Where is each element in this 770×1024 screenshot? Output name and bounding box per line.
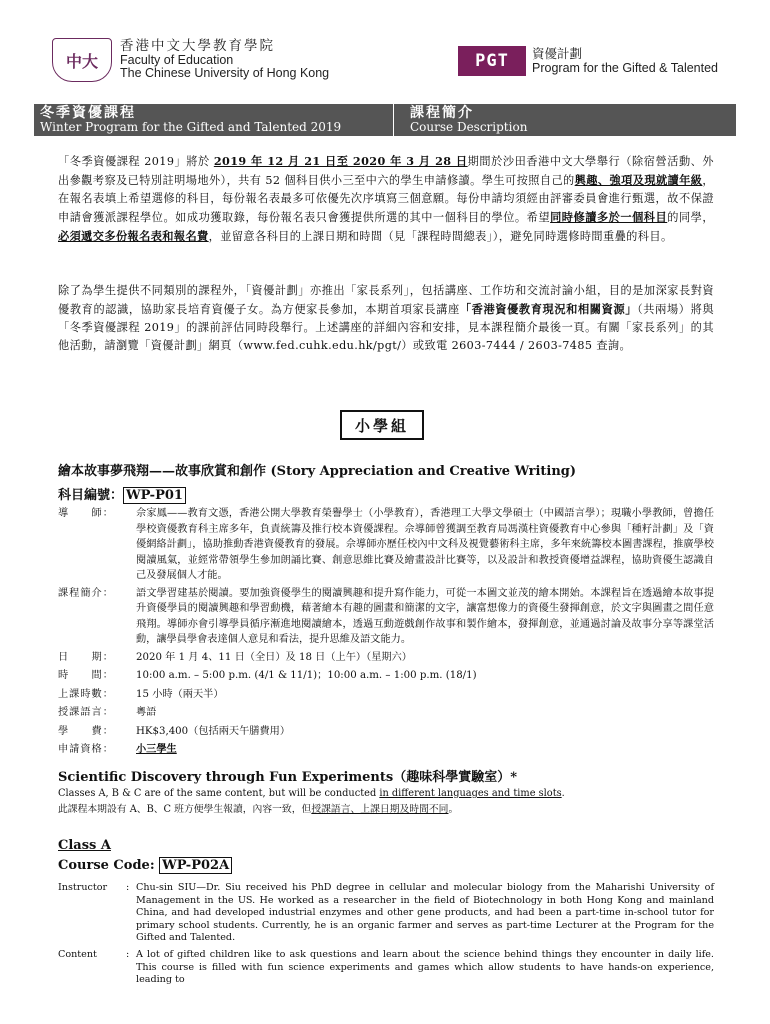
detail-row-eligibility: 申請資格： 小三學生 — [58, 743, 177, 755]
detail-row-dates: 日 期： 2020 年 1 月 4、11 日（全日）及 18 日（上午）（星期六） — [58, 651, 412, 663]
detail-row-time: 時 間： 10:00 a.m. – 5:00 p.m. (4/1 & 11/1)；10:00 a.m. – 1:00 p.m. (18/1) — [58, 670, 477, 681]
course-2-title: Scientific Discovery through Fun Experiments（趣味科學實驗室）* — [58, 770, 518, 785]
course-2-class-note: Classes A, B & C are of the same content, but will be conducted in different languages and time slots. 此課程本期設有 A、B、C 班方便學生報讀，內容一致，但授課語言、上課日期及時間不同。 — [58, 788, 565, 815]
course-1-title: 繪本故事夢飛翔——故事欣賞和創作 (Story Appreciation and Creative Writing) — [58, 464, 577, 479]
class-a-code: Course Code: WP-P02A — [58, 858, 232, 873]
detail-row-fee: 學 費： HK$3,400（包括兩天午膳費用） — [58, 725, 291, 737]
pgt-logo-icon: PGT — [458, 46, 526, 76]
detail-row-description: 課程簡介： 語文學習建基於閱讀。要加強資優學生的閱讀興趣和提升寫作能力，可從一本圖文並茂的繪本開始。本課程旨在透過繪本故事提升資優學員的閱讀興趣和學習動機，藉著繪本有趣的圖畫和簡潔的文字，讓富想像力的資優生發揮創意，於文字與圖畫之間任意飛翔。導師亦會引導學員循序漸進地閱讀繪本，透過互動遊戲創作故事和製作繪本，發揮創意，並通過討論及故事分享等課堂活動，讓學員學會表達個人意見和看法，提升思維及語文能力。 — [58, 587, 714, 645]
course-1-code: 科目編號： WP-P01 — [58, 484, 186, 503]
program-logo — [458, 46, 718, 76]
detail-row-instructor-en: Instructor : Chu-sin SIU—Dr. Siu received his PhD degree in cellular and molecular biology from the Maharishi University of Management in the US. He worked as a researcher in the field of Biotechnology in both Hong Kong and mainland China, and had developed industrial enzymes and other gene products, and had been a part-time in-school tutor for primary school students. Currently, he is an organic farmer and serves as part-time Lecturer at the Program for the Gifted and Talented. — [58, 882, 714, 944]
banner-subtitle-zh: 課程簡介 — [410, 105, 474, 121]
intro-paragraph-1: 「冬季資優課程 2019」將於 2019 年 12 月 21 日至 2020 年 3 月 28 日期間於沙田香港中文大學舉行（除宿營活動、外出參觀考察及已特別註明場地外），共有 52 個科目供小三至中六的學生申請修讀。學生可按照自己的興趣、強項及現就讀年級，在報名表填上希望選修的科目，每份報名表最多可依優先次序填寫三個意願。每份申請均須經由評審委員會進行甄選，故不保證申請會獲派課程學位。如成功獲取錄，每份報名表只會獲提供所選的其中一個科目的學位。希望同時修讀多於一個科目的同學，必須遞交多份報名表和報名費，並留意各科目的上課日期和時間（見「課程時間總表」），避免同時選修時間重疊的科目。 — [58, 154, 715, 243]
class-a-details — [58, 882, 714, 987]
program-name-en: Program for the Gifted & Talented — [532, 61, 718, 75]
banner-title-zh: 冬季資優課程 — [40, 105, 136, 121]
detail-row-language: 授課語言： 粵語 — [58, 707, 157, 718]
university-name-en: The Chinese University of Hong Kong — [120, 66, 330, 81]
detail-row-instructor: 導 師： 佘家鳳——教育文憑，香港公開大學教育榮譽學士（小學教育），香港理工大學文學碩士（中國語言學）；現職小學教師，曾擔任學校資優教育科主席多年，負責統籌及推行校本資優課程。佘導師曾獲調至教育局馮漢柱資優教育中心參與「種籽計劃」及「資優網絡計劃」，協助推動香港資優教育的發展。佘導師亦歷任校內中文科及視覺藝術科主席，多年來統籌校本圖書課程，推廣學校閱讀風氣，並經常帶領學生參加朗誦比賽、創意思維比賽及繪畫設計比賽等，以及設計和教授資優增益課程，協助資優生認識自己及發展個人才能。 — [58, 508, 714, 581]
detail-row-hours: 上課時數： 15 小時（兩天半） — [58, 688, 224, 700]
detail-row-content-en: Content : A lot of gifted children like to ask questions and learn about the science behind things they encounter in daily life. This course is filled with fun science experiments and games which allow students to have hands-on experience, leading to — [58, 948, 714, 986]
class-a-heading: Class A — [58, 838, 111, 853]
cuhk-crest-icon: 中大 — [52, 38, 112, 82]
course-1-details — [58, 506, 714, 758]
program-name-zh: 資優計劃 — [532, 46, 583, 61]
program-dates: 2019 年 12 月 21 日至 2020 年 3 月 28 日 — [213, 154, 468, 168]
faculty-logo — [52, 38, 329, 82]
banner-title-en: Winter Program for the Gifted and Talented 2019 — [40, 120, 342, 135]
section-heading-primary: 小學組 — [340, 410, 424, 440]
banner-subtitle-en: Course Description — [410, 120, 528, 135]
faculty-name-en: Faculty of Education — [120, 52, 234, 67]
faculty-name-zh: 香港中文大學教育學院 — [120, 37, 275, 53]
intro-paragraph-2: 除了為學生提供不同類別的課程外，「資優計劃」亦推出「家長系列」，包括講座、工作坊和交流討論小組，目的是加深家長對資優教育的認識，協助家長培育資優子女。為方便家長參加，本期首項家長講座「香港資優教育現況和相關資源」（共兩場）將與「冬季資優課程 2019」的課前評估同時段舉行。上述講座的詳細內容和安排，見本課程簡介最後一頁。有關「家長系列」的其他活動，請瀏覽「資優計劃」網頁（www.fed.cuhk.edu.hk/pgt/）或致電 2603-7444 / 2603-7485 查詢。 — [58, 284, 714, 352]
page-header — [52, 38, 718, 88]
title-banner — [34, 104, 736, 136]
